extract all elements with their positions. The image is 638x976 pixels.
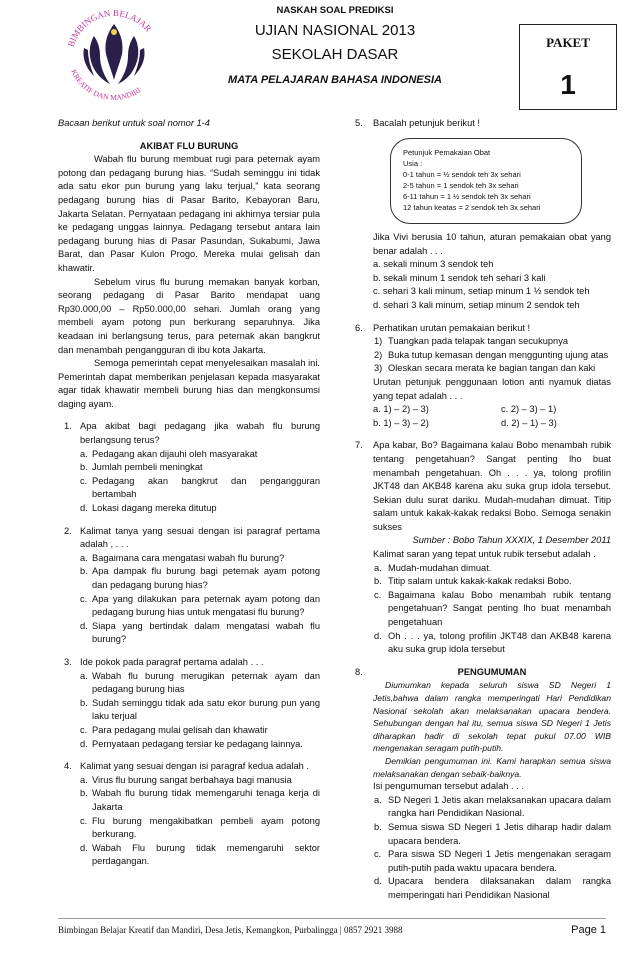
question-2: 2. Kalimat tanya yang sesuai dengan isi paragraf pertama adalah , . . . a. Bagaimana cara mengatasi wabah flu burung? b. Apa dampak flu burung bagi peternak ayam potong dan pedagang burung hias? c. Apa yang dilakukan para peternak ayam potong dan pedagang burung hias untuk mengatasi flu burung? d. Siapa yang bertindak dalam mengatasi wabah flu burung? bbox=[58, 525, 320, 647]
option: d. Oh . . . ya, tolong profilin JKT48 dan AKB48 karena aku suka grup idola tersebut bbox=[374, 630, 611, 655]
option: a. Mudah-mudahan dimuat. bbox=[374, 562, 492, 573]
left-column bbox=[58, 117, 320, 869]
option: d. sehari 3 kali minum, setiap minum 2 sendok teh bbox=[373, 299, 580, 310]
header-naskah: NASKAH SOAL PREDIKSI bbox=[276, 5, 394, 16]
article-paragraph: Sebelum virus flu burung memakan banyak korban, seorang pedagang di Pasar Barito mendapat uang Rp30.000,00 – Rp50.000,00 sehari. Jumlah orang yang membeli ayam potong pun berkurang separuhnya. Jika keadaan ini berlangsung terus, para peternak akan bangkrut dan menambah pengangguran di ibu kota Jakarta. bbox=[58, 276, 320, 355]
option: c. Para pedagang mulai gelisah dan khawatir bbox=[80, 724, 268, 735]
option: a. Virus flu burung sangat berbahaya bagi manusia bbox=[80, 774, 292, 785]
option: b. 1) – 3) – 2) bbox=[373, 417, 429, 428]
announcement-title: PENGUMUMAN bbox=[457, 666, 527, 677]
option: c. Pedagang akan bangkrut dan pengangguran bertambah bbox=[80, 475, 320, 500]
option: a. SD Negeri 1 Jetis akan melaksanakan upacara dalam rangka hari Pendidikan Nasional. bbox=[374, 794, 611, 819]
option: c. Para siswa SD Negeri 1 Jetis mengenakan seragam putih-putih pada waktu upacara bendera. bbox=[374, 849, 611, 873]
reading-intro: Bacaan berikut untuk soal nomor 1-4 bbox=[58, 118, 210, 128]
question-7: 7. Apa kabar, Bo? Bagaimana kalau Bobo menambah rubik tentang pengetahuan? Sangat penting lho buat menambah pengetahuan. Oh . . . ya, tolong profilin JKT48 dan AKB48 karena aku suka grup idola tersebut. Sekian dulu surat dariku. Mudah-mudahan dimuat. Titip salam untuk kakak-kakak redaksi Bobo. Semoga senakin sukses Sumber : Bobo Tahun XXXIX, 1 Desember 2011 Kalimat saran yang tepat untuk rubik tersebut adalah . a. Mudah-mudahan dimuat. b. Titip salam untuk kakak-kakak redaksi Bobo. c. Bagaimana kalau Bobo menambah rubik tentang pengetahuan? Sangat penting lho buat menambah pengetahuan d. Oh . . . ya, tolong profilin JKT48 dan AKB48 karena aku suka grup idola tersebut bbox=[357, 439, 611, 657]
option: b. sekali minum 1 sendok teh sehari 3 kali bbox=[373, 272, 546, 283]
option: c. Flu burung mengakibatkan pembeli ayam potong berkurang. bbox=[80, 815, 320, 840]
question-5: 5. Bacalah petunjuk berikut ! bbox=[355, 118, 480, 128]
article-paragraph: Semoga pemerintah cepat menyelesaikan masalah ini. Pemerintah dapat memberikan penjelasan kepada masyarakat agar tidak khawatir membeli burung hias dan mengkonsumsi daging ayam. bbox=[58, 358, 320, 409]
option: d. Siapa yang bertindak dalam mengatasi wabah flu burung? bbox=[80, 620, 320, 645]
option: b. Titip salam untuk kakak-kakak redaksi Bobo. bbox=[374, 576, 572, 587]
svg-text:BIMBINGAN BELAJAR: BIMBINGAN BELAJAR bbox=[65, 7, 154, 49]
paket-number: 1 bbox=[560, 69, 576, 100]
option: a. Pedagang akan dijauhi oleh masyarakat bbox=[80, 448, 258, 459]
option: b. Jumlah pembeli meningkat bbox=[80, 462, 203, 473]
paket-label: PAKET bbox=[546, 35, 590, 50]
option: a. 1) – 2) – 3) bbox=[373, 404, 429, 415]
paket-box bbox=[519, 24, 617, 110]
option: d. 2) – 1) – 3) bbox=[501, 417, 557, 428]
option: b. Apa dampak flu burung bagi peternak ayam potong dan pedagang burung hias? bbox=[80, 566, 320, 590]
svg-text:KREATIF DAN MANDIRI: KREATIF DAN MANDIRI bbox=[69, 67, 143, 102]
option: c. Bagaimana kalau Bobo menambah rubik tentang pengetahuan? Sangat penting lho buat menambah pengetahuan bbox=[374, 589, 611, 628]
question-3: 3. Ide pokok pada paragraf pertama adalah . . . a. Wabah flu burung merugikan peternak ayam dan pedagang burung hias b. Sudah seminggu tidak ada satu ekor burung pun yang laku terjual c. Para pedagang mulai gelisah dan khawatir d. Pernyataan pedagang tersiar ke pedagang lainnya. bbox=[58, 656, 320, 751]
option: d. Pernyataan pedagang tersiar ke pedagang lainnya. bbox=[80, 738, 303, 749]
option: d. Upacara bendera dilaksanakan dalam rangka memperingati hari Pendidikan Nasional bbox=[374, 876, 611, 900]
option: b. Wabah flu burung tidak memengaruhi tenaga kerja di Jakarta bbox=[80, 788, 320, 812]
question-4: 4. Kalimat yang sesuai dengan isi paragraf kedua adalah . a. Virus flu burung sangat berbahaya bagi manusia b. Wabah flu burung tidak memengaruhi tenaga kerja di Jakarta c. Flu burung mengakibatkan pembeli ayam potong berkurang. d. Wabah Flu burung tidak memengaruhi sektor perdagangan. bbox=[58, 760, 320, 869]
option: b. Semua siswa SD Negeri 1 Jetis diharap hadir dalam upacara bendera. bbox=[374, 821, 611, 846]
right-column: Jika Vivi berusia 10 tahun, aturan pemakaian obat yang benar adalah . . . a. sekali minum 3 sendok teh b. sekali minum 1 sendok teh sehari 3 kali c. sehari 3 kali minum, setiap minum 1 ½ sendok teh d. sehari 3 kali minum, setiap minum 2 sendok teh 6. Perhatikan urutan pemakaian berikut ! 1) Tuangkan pada telapak tangan secukupnya 2) Buka tutup kemasan dengan menggunting ujung atas 3) Oleskan secara merata ke bagian tangan dan kaki Urutan petunjuk penggunaan lotion anti nyamuk diatas yang tepat adalah . . . a. 1) – 2) – 3) c. 2) – 3) – 1) b. 1) – 3) – 2) d. 2) – 1) – 3) 7. Apa kabar, Bo? Bagaimana kalau Bobo menambah rubik tentang pengetahuan? Sangat penting lho buat menambah pengetahuan. Oh . . . ya, tolong profilin JKT48 dan AKB48 karena aku suka grup idola tersebut. Sekian dulu surat dariku. Mudah-mudahan dimuat. Titip salam untuk kakak-kakak redaksi Bobo. Semoga senakin sukses Sumber : Bobo Tahun XXXIX, 1 Desember 2011 Kalimat saran yang tepat untuk rubik tersebut adalah . a. Mudah-mudahan dimuat. b. Titip salam untuk kakak-kakak redaksi Bobo. c. Bagaimana kalau Bobo menambah rubik tentang pengetahuan? Sangat penting lho buat menambah pengetahuan d. Oh . . . ya, tolong profilin JKT48 dan AKB48 karena aku suka grup idola tersebut 8. PENGUMUMAN Diumumkan kepada seluruh siswa SD Negeri 1 Jetis,bahwa dalam rangka memperingati Hari Pendidikan Nasional sekolah akan melaksanakan upacara bendera. Sehubungan dengan hal itu, semua siswa SD Negeri 1 Jetis diharapkan hadir di sekolah tepat pukul 07.00 WIB mengenakan seragam putih-putih. Demikian pengumuman ini. Kami harapkan semua siswa melaksanakan dengan sebaik-baiknya. Isi pengumuman tersebut adalah . . . a. SD Negeri 1 Jetis akan melaksanakan upacara dalam rangka hari Pendidikan Nasional. b. Semua siswa SD Negeri 1 Jetis diharap hadir dalam upacara bendera. c. Para siswa SD Negeri 1 Jetis mengenakan seragam putih-putih pada waktu upacara bendera. d. Upacara bendera dilaksanakan dalam rangka memperingati hari Pendidikan Nasional bbox=[357, 231, 611, 903]
option: a. sekali minum 3 sendok teh bbox=[373, 259, 494, 270]
header-sekolah: SEKOLAH DASAR bbox=[271, 46, 399, 63]
page-number: Page 1 bbox=[571, 924, 606, 936]
article-title: AKIBAT FLU BURUNG bbox=[139, 140, 239, 151]
question-6: 6. Perhatikan urutan pemakaian berikut ! 1) Tuangkan pada telapak tangan secukupnya 2) Buka tutup kemasan dengan menggunting ujung atas 3) Oleskan secara merata ke bagian tangan dan kaki Urutan petunjuk penggunaan lotion anti nyamuk diatas yang tepat adalah . . . a. 1) – 2) – 3) c. 2) – 3) – 1) b. 1) – 3) – 2) d. 2) – 1) – 3) bbox=[357, 322, 611, 431]
question-1: 1. Apa akibat bagi pedagang jika wabah flu burung berlangsung terus? a. Pedagang akan dijauhi oleh masyarakat b. Jumlah pembeli meningkat c. Pedagang akan bangkrut dan pengangguran bertambah d. Lokasi dagang mereka ditutup bbox=[58, 420, 320, 515]
option: a. Bagaimana cara mengatasi wabah flu burung? bbox=[80, 552, 285, 563]
option: c. 2) – 3) – 1) bbox=[501, 404, 557, 415]
logo bbox=[54, 2, 174, 102]
option: a. Wabah flu burung merugikan peternak ayam dan pedagang burung hias bbox=[80, 670, 320, 695]
medicine-instructions-box: Petunjuk Pemakaian Obat Usia : 0-1 tahun = ½ sendok teh 3x sehari 2-5 tahun = 1 sendok teh 3x sehari 6-11 tahun = 1 ½ sendok teh 3x sehari 12 tahun keatas = 2 sendok teh 3x sehari bbox=[390, 138, 582, 224]
option: d. Wabah Flu burung tidak memengaruhi sektor perdagangan. bbox=[80, 842, 320, 867]
option: b. Sudah seminggu tidak ada satu ekor burung pun yang laku terjual bbox=[80, 697, 320, 722]
footer bbox=[58, 918, 606, 936]
logo-emblem-icon bbox=[54, 2, 174, 102]
option: c. sehari 3 kali minum, setiap minum 1 ½ sendok teh bbox=[373, 286, 590, 297]
article-paragraph: Wabah flu burung membuat rugi para peternak ayam potong dan pedagang burung hias. “Sudah seminggu ini tidak ada satu ekor pun burung yang laku terjual,” kata seorang pedagang burung hias di Pasar Barito, Kebayoran Baru, Jakarta Selatan. Pernyataan pedagang ini akhirnya tersiar pula ke pedagang unggas lainnya. Pedagang tersebut antara lain pedagang burung hias di Pasar Pasundan, Sukabumi, Jawa Barat, dan Pasar Kulon Progo. Mereka mulai gelisah dan khawatir. bbox=[58, 154, 320, 273]
footer-text: Bimbingan Belajar Kreatif dan Mandiri, Desa Jetis, Kemangkon, Purbalingga | 0857 2921 3988 bbox=[58, 925, 403, 935]
header-ujian: UJIAN NASIONAL 2013 bbox=[254, 22, 416, 39]
question-8: 8. PENGUMUMAN Diumumkan kepada seluruh siswa SD Negeri 1 Jetis,bahwa dalam rangka memperingati Hari Pendidikan Nasional sekolah akan melaksanakan upacara bendera. Sehubungan dengan hal itu, semua siswa SD Negeri 1 Jetis diharapkan hadir di sekolah tepat pukul 07.00 WIB mengenakan seragam putih-putih. Demikian pengumuman ini. Kami harapkan semua siswa melaksanakan dengan sebaik-baiknya. Isi pengumuman tersebut adalah . . . a. SD Negeri 1 Jetis akan melaksanakan upacara dalam rangka hari Pendidikan Nasional. b. Semua siswa SD Negeri 1 Jetis diharap hadir dalam upacara bendera. c. Para siswa SD Negeri 1 Jetis mengenakan seragam putih-putih pada waktu upacara bendera. d. Upacara bendera dilaksanakan dalam rangka memperingati hari Pendidikan Nasional bbox=[357, 666, 611, 903]
option: c. Apa yang dilakukan para peternak ayam potong dan pedagang burung hias untuk mengatasi flu burung? bbox=[80, 593, 320, 618]
option: d. Lokasi dagang mereka ditutup bbox=[80, 503, 217, 514]
header-mapel: MATA PELAJARAN BAHASA INDONESIA bbox=[228, 74, 442, 86]
